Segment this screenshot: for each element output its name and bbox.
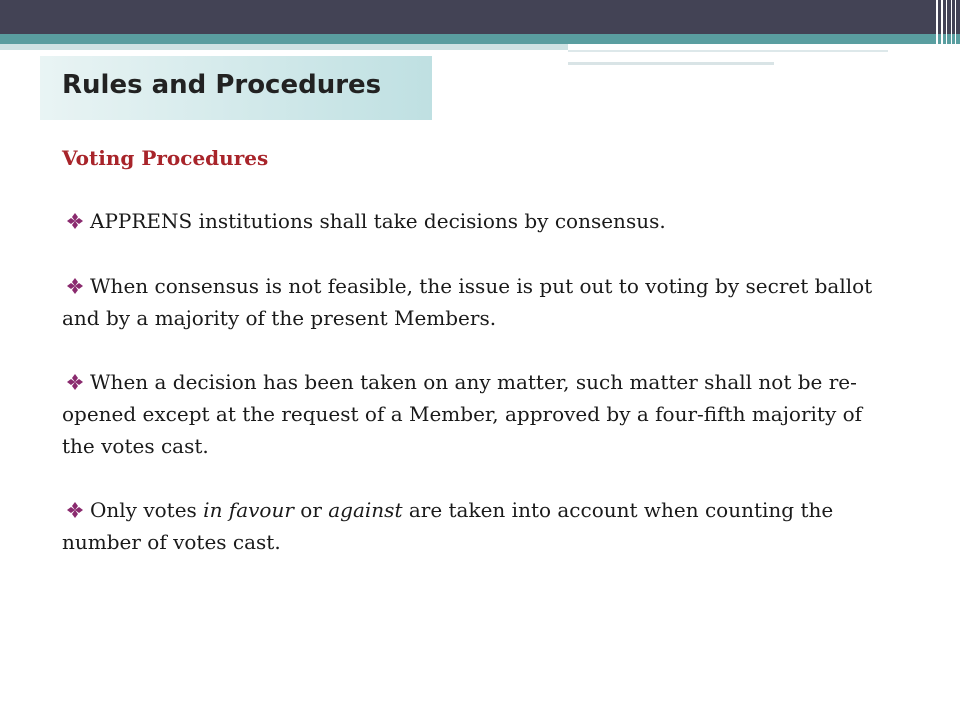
header-stripe — [955, 0, 956, 66]
header-stripe — [941, 0, 943, 66]
emphasis-text: against — [328, 498, 403, 522]
bullet-text: are taken into account when counting the number of votes cast. — [62, 498, 834, 554]
bullet-item — [62, 494, 892, 558]
bullet-item — [62, 366, 892, 462]
bullet-text: When a decision has been taken on any matter, such matter shall not be re-opened except at the request of a Member, approved by a four-fifth majority of the votes cast. — [62, 370, 863, 458]
slide-title: Rules and Procedures — [62, 70, 382, 100]
header-rule — [568, 50, 888, 52]
diamond-bullet-icon — [66, 373, 84, 391]
header-stripe — [946, 0, 947, 66]
bullet-text: APPRENS institutions shall take decisions by consensus. — [90, 209, 666, 233]
header-stripe — [936, 0, 938, 66]
diamond-bullet-icon — [66, 212, 84, 230]
title-box — [40, 56, 432, 120]
bullet-item — [62, 270, 892, 334]
bullet-text: Only votes — [90, 498, 204, 522]
bullet-text: When consensus is not feasible, the issue is put out to voting by secret ballot and by a majority of the present Members. — [62, 274, 873, 330]
header-rule — [568, 62, 774, 65]
header-bar — [0, 0, 960, 34]
emphasis-text: in favour — [203, 498, 294, 522]
header-teal-band — [0, 34, 960, 44]
bullet-text: or — [293, 498, 329, 522]
section-heading: Voting Procedures — [62, 146, 269, 170]
bullet-item — [62, 205, 892, 237]
diamond-bullet-icon — [66, 277, 84, 295]
diamond-bullet-icon — [66, 501, 84, 519]
header-stripe — [951, 0, 952, 66]
